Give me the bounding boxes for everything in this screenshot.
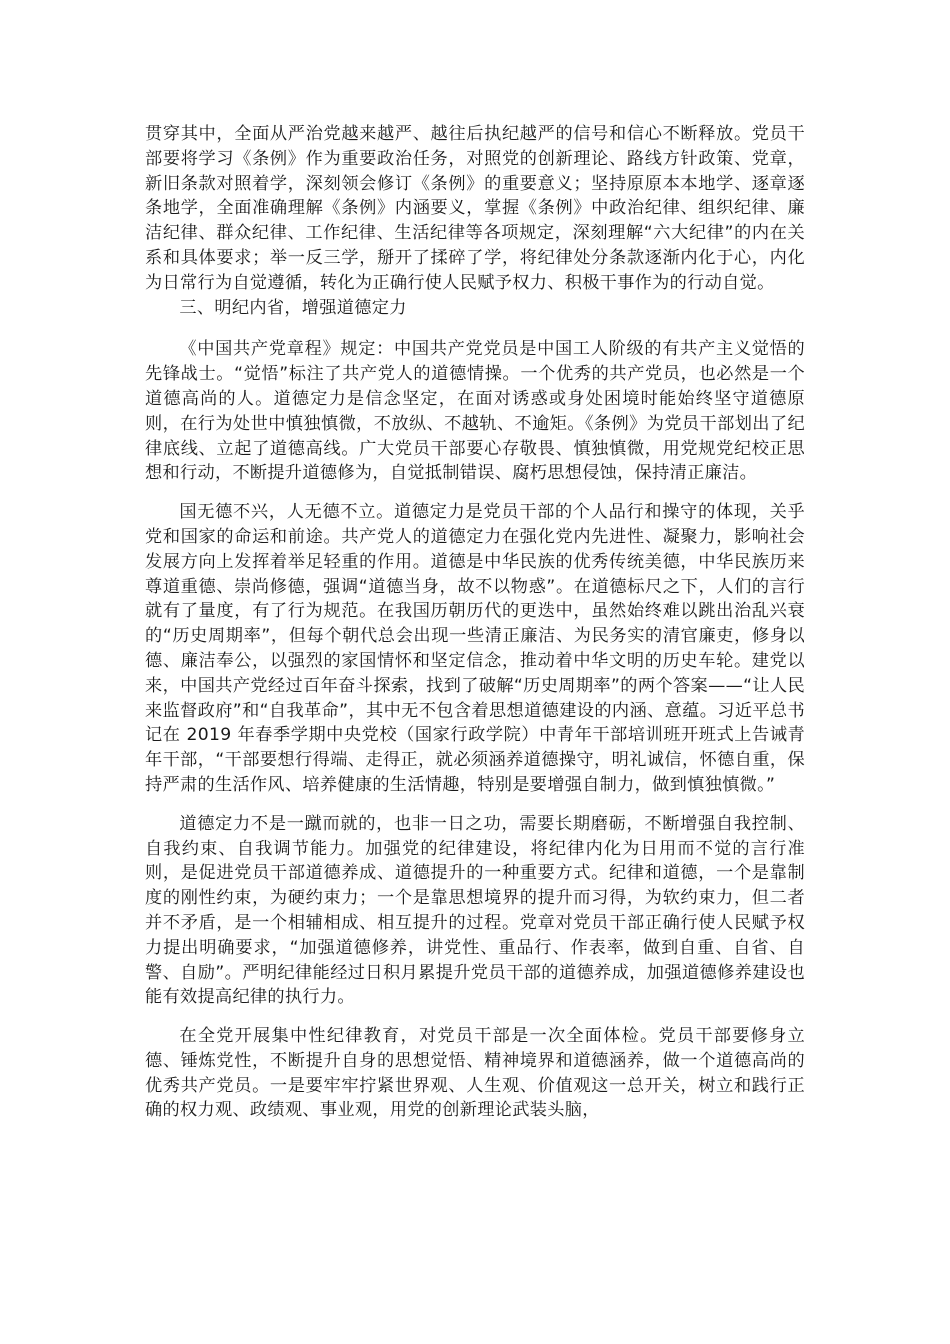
document-body bbox=[145, 122, 805, 1123]
section-heading: 三、明纪内省，增强道德定力 bbox=[179, 297, 407, 318]
paragraph-party-constitution: 《中国共产党章程》规定：中国共产党党员是中国工人阶级的有共产主义觉悟的先锋战士。“觉悟”标注了共产党人的道德情操。一个优秀的共产党员，也必然是一个道德高尚的人。道德定力是信念坚定，在面对诱惑或身处困境时能始终坚守道德原则，在行为处世中慎独慎微，不放纵、不越轨、不逾矩。《条例》为党员干部划出了纪律底线、立起了道德高线。广大党员干部要心存敬畏、慎独慎微，用党规党纪校正思想和行动，不断提升道德修为，自觉抵制错误、腐朽思想侵蚀，保持清正廉洁。 bbox=[145, 339, 805, 484]
paragraph-discipline-education: 在全党开展集中性纪律教育，对党员干部是一次全面体检。党员干部要修身立德、锤炼党性，不断提升自身的思想觉悟、精神境界和道德涵养，做一个道德高尚的优秀共产党员。一是要牢牢拧紧世界观、人生观、价值观这一总开关，树立和践行正确的权力观、政绩观、事业观，用党的创新理论武装头脑， bbox=[145, 1026, 805, 1121]
paragraph-moral-strength: 道德定力不是一蹴而就的，也非一日之功，需要长期磨砺，不断增强自我控制、自我约束、自我调节能力。加强党的纪律建设，将纪律内化为日用而不觉的言行准则，是促进党员干部道德养成、道德提升的一种重要方式。纪律和道德，一个是靠制度的刚性约束，为硬约束力；一个是靠思想境界的提升而习得，为软约束力，但二者并不矛盾，是一个相辅相成、相互提升的过程。党章对党员干部正确行使人民赋予权力提出明确要求，“加强道德修养，讲党性、重品行、作表率，做到自重、自省、自警、自励”。严明纪律能经过日积月累提升党员干部的道德养成，加强道德修养建设也能有效提高纪律的执行力。 bbox=[145, 813, 805, 1008]
paragraph-continuation: 贯穿其中，全面从严治党越来越严、越往后执纪越严的信号和信心不断释放。党员干部要将学习《条例》作为重要政治任务，对照党的创新理论、路线方针政策、党章，新旧条款对照着学，深刻领会修订《条例》的重要意义；坚持原原本本地学、逐章逐条地学，全面准确理解《条例》内涵要义，掌握《条例》中政治纪律、组织纪律、廉洁纪律、群众纪律、工作纪律、生活纪律等各项规定，深刻理解“六大纪律”的内在关系和具体要求；举一反三学，掰开了揉碎了学，将纪律处分条款逐渐内化于心，内化为日常行为自觉遵循，转化为正确行使人民赋予权力、积极干事作为的行动自觉。 bbox=[145, 124, 805, 293]
paragraph-morality: 国无德不兴，人无德不立。道德定力是党员干部的个人品行和操守的体现，关乎党和国家的命运和前途。共产党人的道德定力在强化党内先进性、凝聚力，影响社会发展方向上发挥着举足轻重的作用。道德是中华民族的优秀传统美德，中华民族历来尊道重德、崇尚修德，强调“道德当身，故不以物惑”。在道德标尺之下，人们的言行就有了量度，有了行为规范。在我国历朝历代的更迭中，虽然始终难以跳出治乱兴衰的“历史周期率”，但每个朝代总会出现一些清正廉洁、为民务实的清官廉吏，修身以德、廉洁奉公，以强烈的家国情怀和坚定信念，推动着中华文明的历史车轮。建党以来，中国共产党经过百年奋斗探索，找到了破解“历史周期率”的两个答案——“让人民来监督政府”和“自我革命”，其中无不包含着思想道德建设的内涵、意蕴。习近平总书记在 2019 年春季学期中央党校（国家行政学院）中青年干部培训班开班式上告诫青年干部，“干部要想行得端、走得正，就必须涵养道德操守，明礼诚信，怀德自重，保持严肃的生活作风、培养健康的生活情趣，特别是要增强自制力，做到慎独慎微。” bbox=[145, 502, 805, 795]
